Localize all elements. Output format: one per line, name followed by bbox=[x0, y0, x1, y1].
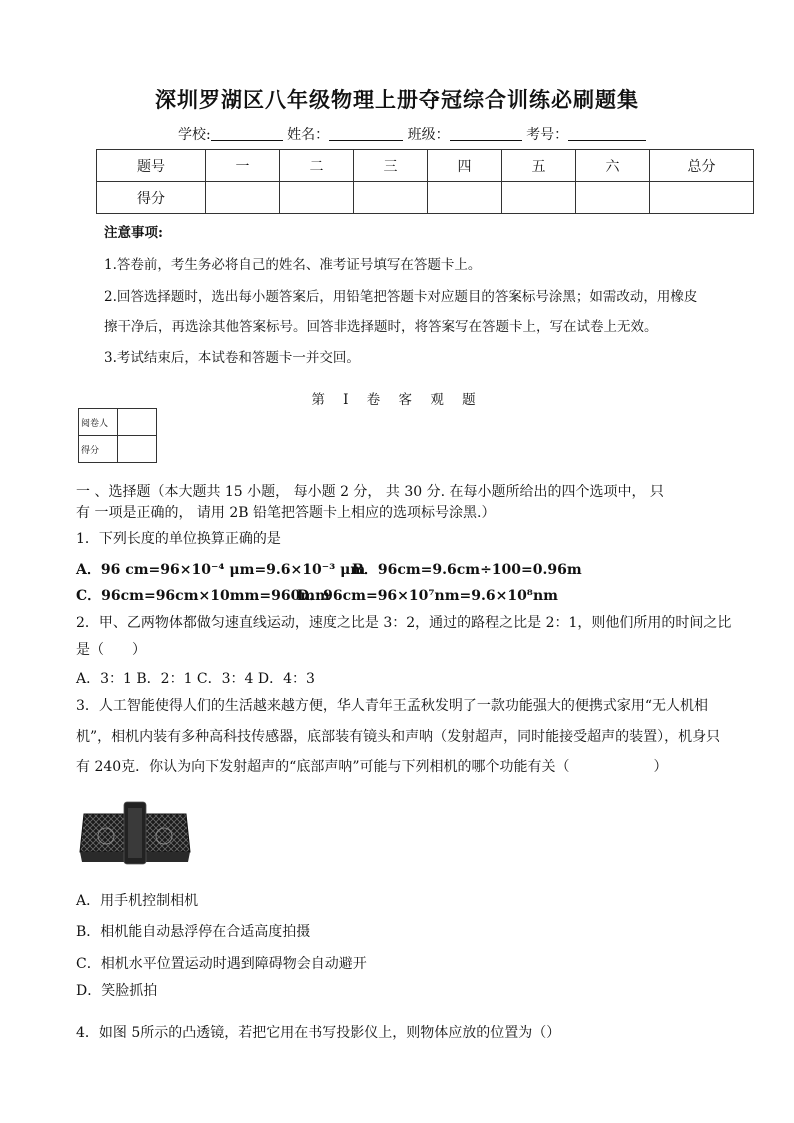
number-blank[interactable] bbox=[568, 126, 646, 141]
score-table-header-row bbox=[97, 150, 754, 182]
header-cell: 六 bbox=[576, 150, 650, 182]
notice-heading: 注意事项: bbox=[104, 225, 163, 241]
header-cell: 总分 bbox=[650, 150, 754, 182]
score-table-score-row bbox=[97, 182, 754, 214]
score-cell[interactable] bbox=[502, 182, 576, 214]
score-table bbox=[96, 149, 754, 214]
option-c[interactable]: C．相机水平位置运动时遇到障碍物会自动避开 bbox=[76, 956, 367, 972]
class-label: 班级： bbox=[407, 127, 450, 143]
school-label: 学校: bbox=[178, 127, 211, 143]
score-cell[interactable] bbox=[280, 182, 354, 214]
header-cell: 题号 bbox=[97, 150, 206, 182]
question-stem: 有 240克．你认为向下发射超声的“底部声呐”可能与下列相机的哪个功能有关（ ） bbox=[76, 759, 668, 775]
class-blank[interactable] bbox=[450, 126, 522, 141]
school-blank[interactable] bbox=[211, 126, 283, 141]
score-row-label: 得分 bbox=[97, 182, 206, 214]
header-cell: 三 bbox=[354, 150, 428, 182]
grader-score-label: 得分 bbox=[79, 436, 118, 463]
header-cell: 二 bbox=[280, 150, 354, 182]
option-a[interactable]: A．用手机控制相机 bbox=[76, 893, 199, 909]
part-title: 第 I 卷 客 观 题 bbox=[311, 392, 483, 408]
option-d[interactable]: D．96cm=96×10⁷nm=9.6×10⁸nm bbox=[297, 588, 558, 604]
score-cell[interactable] bbox=[576, 182, 650, 214]
question-stem: 是（ ） bbox=[76, 642, 146, 658]
section-instructions-line: 有 一项是正确的， 请用 2B 铅笔把答题卡上相应的选项标号涂黑.） bbox=[76, 505, 496, 521]
option-a[interactable]: A．96 cm=96×10⁻⁴ μm=9.6×10⁻³ μm bbox=[76, 562, 366, 578]
question-options[interactable]: A．3：1 B．2：1 C．3：4 D．4：3 bbox=[76, 671, 315, 687]
notice-item: 3.考试结束后，本试卷和答题卡一并交回。 bbox=[104, 350, 360, 366]
number-label: 考号： bbox=[526, 127, 569, 143]
notice-item: 擦干净后，再选涂其他答案标号。回答非选择题时，将答案写在答题卡上，写在试卷上无效。 bbox=[104, 319, 658, 335]
name-label: 姓名： bbox=[287, 127, 330, 143]
option-d[interactable]: D．笑脸抓拍 bbox=[76, 983, 158, 999]
header-cell: 五 bbox=[502, 150, 576, 182]
option-b[interactable]: B．96cm=9.6cm÷100=0.96m bbox=[352, 562, 582, 578]
question-stem: 1．下列长度的单位换算正确的是 bbox=[76, 531, 281, 547]
name-blank[interactable] bbox=[329, 126, 403, 141]
score-cell[interactable] bbox=[428, 182, 502, 214]
question-stem: 4．如图 5所示的凸透镜，若把它用在书写投影仪上，则物体应放的位置为（） bbox=[76, 1025, 561, 1041]
option-c[interactable]: C．96cm=96cm×10mm=960mm bbox=[76, 588, 330, 604]
grader-cell[interactable] bbox=[118, 409, 157, 436]
question-stem: 3．人工智能使得人们的生活越来越方便，华人青年王孟秋发明了一款功能强大的便携式家用“无人机相 bbox=[76, 698, 709, 714]
header-cell: 四 bbox=[428, 150, 502, 182]
notice-item: 2.回答选择题时，选出每小题答案后，用铅笔把答题卡对应题目的答案标号涂黑；如需改动，用橡皮 bbox=[104, 289, 698, 305]
grader-label: 阅卷人 bbox=[79, 409, 118, 436]
section-instructions-line: 一 、选择题（本大题共 15 小题， 每小题 2 分， 共 30 分. 在每小题所给出的四个选项中， 只 bbox=[76, 484, 664, 500]
score-cell[interactable] bbox=[206, 182, 280, 214]
grader-score-cell[interactable] bbox=[118, 436, 157, 463]
option-b[interactable]: B．相机能自动悬浮停在合适高度拍摄 bbox=[76, 924, 311, 940]
document-title: 深圳罗湖区八年级物理上册夺冠综合训练必刷题集 bbox=[155, 87, 639, 112]
question-stem: 机”，相机内装有多种高科技传感器，底部装有镜头和声呐（发射超声，同时能接受超声的装置），机身只 bbox=[76, 729, 721, 745]
score-cell[interactable] bbox=[354, 182, 428, 214]
grader-table bbox=[78, 408, 157, 463]
header-cell: 一 bbox=[206, 150, 280, 182]
student-info-line bbox=[178, 124, 646, 144]
score-cell[interactable] bbox=[650, 182, 754, 214]
question-stem: 2．甲、乙两物体都做匀速直线运动，速度之比是 3：2，通过的路程之比是 2：1，则他们所用的时间之比 bbox=[76, 615, 732, 631]
notice-item: 1.答卷前，考生务必将自己的姓名、准考证号填写在答题卡上。 bbox=[104, 257, 482, 273]
drone-camera-image bbox=[78, 786, 192, 870]
